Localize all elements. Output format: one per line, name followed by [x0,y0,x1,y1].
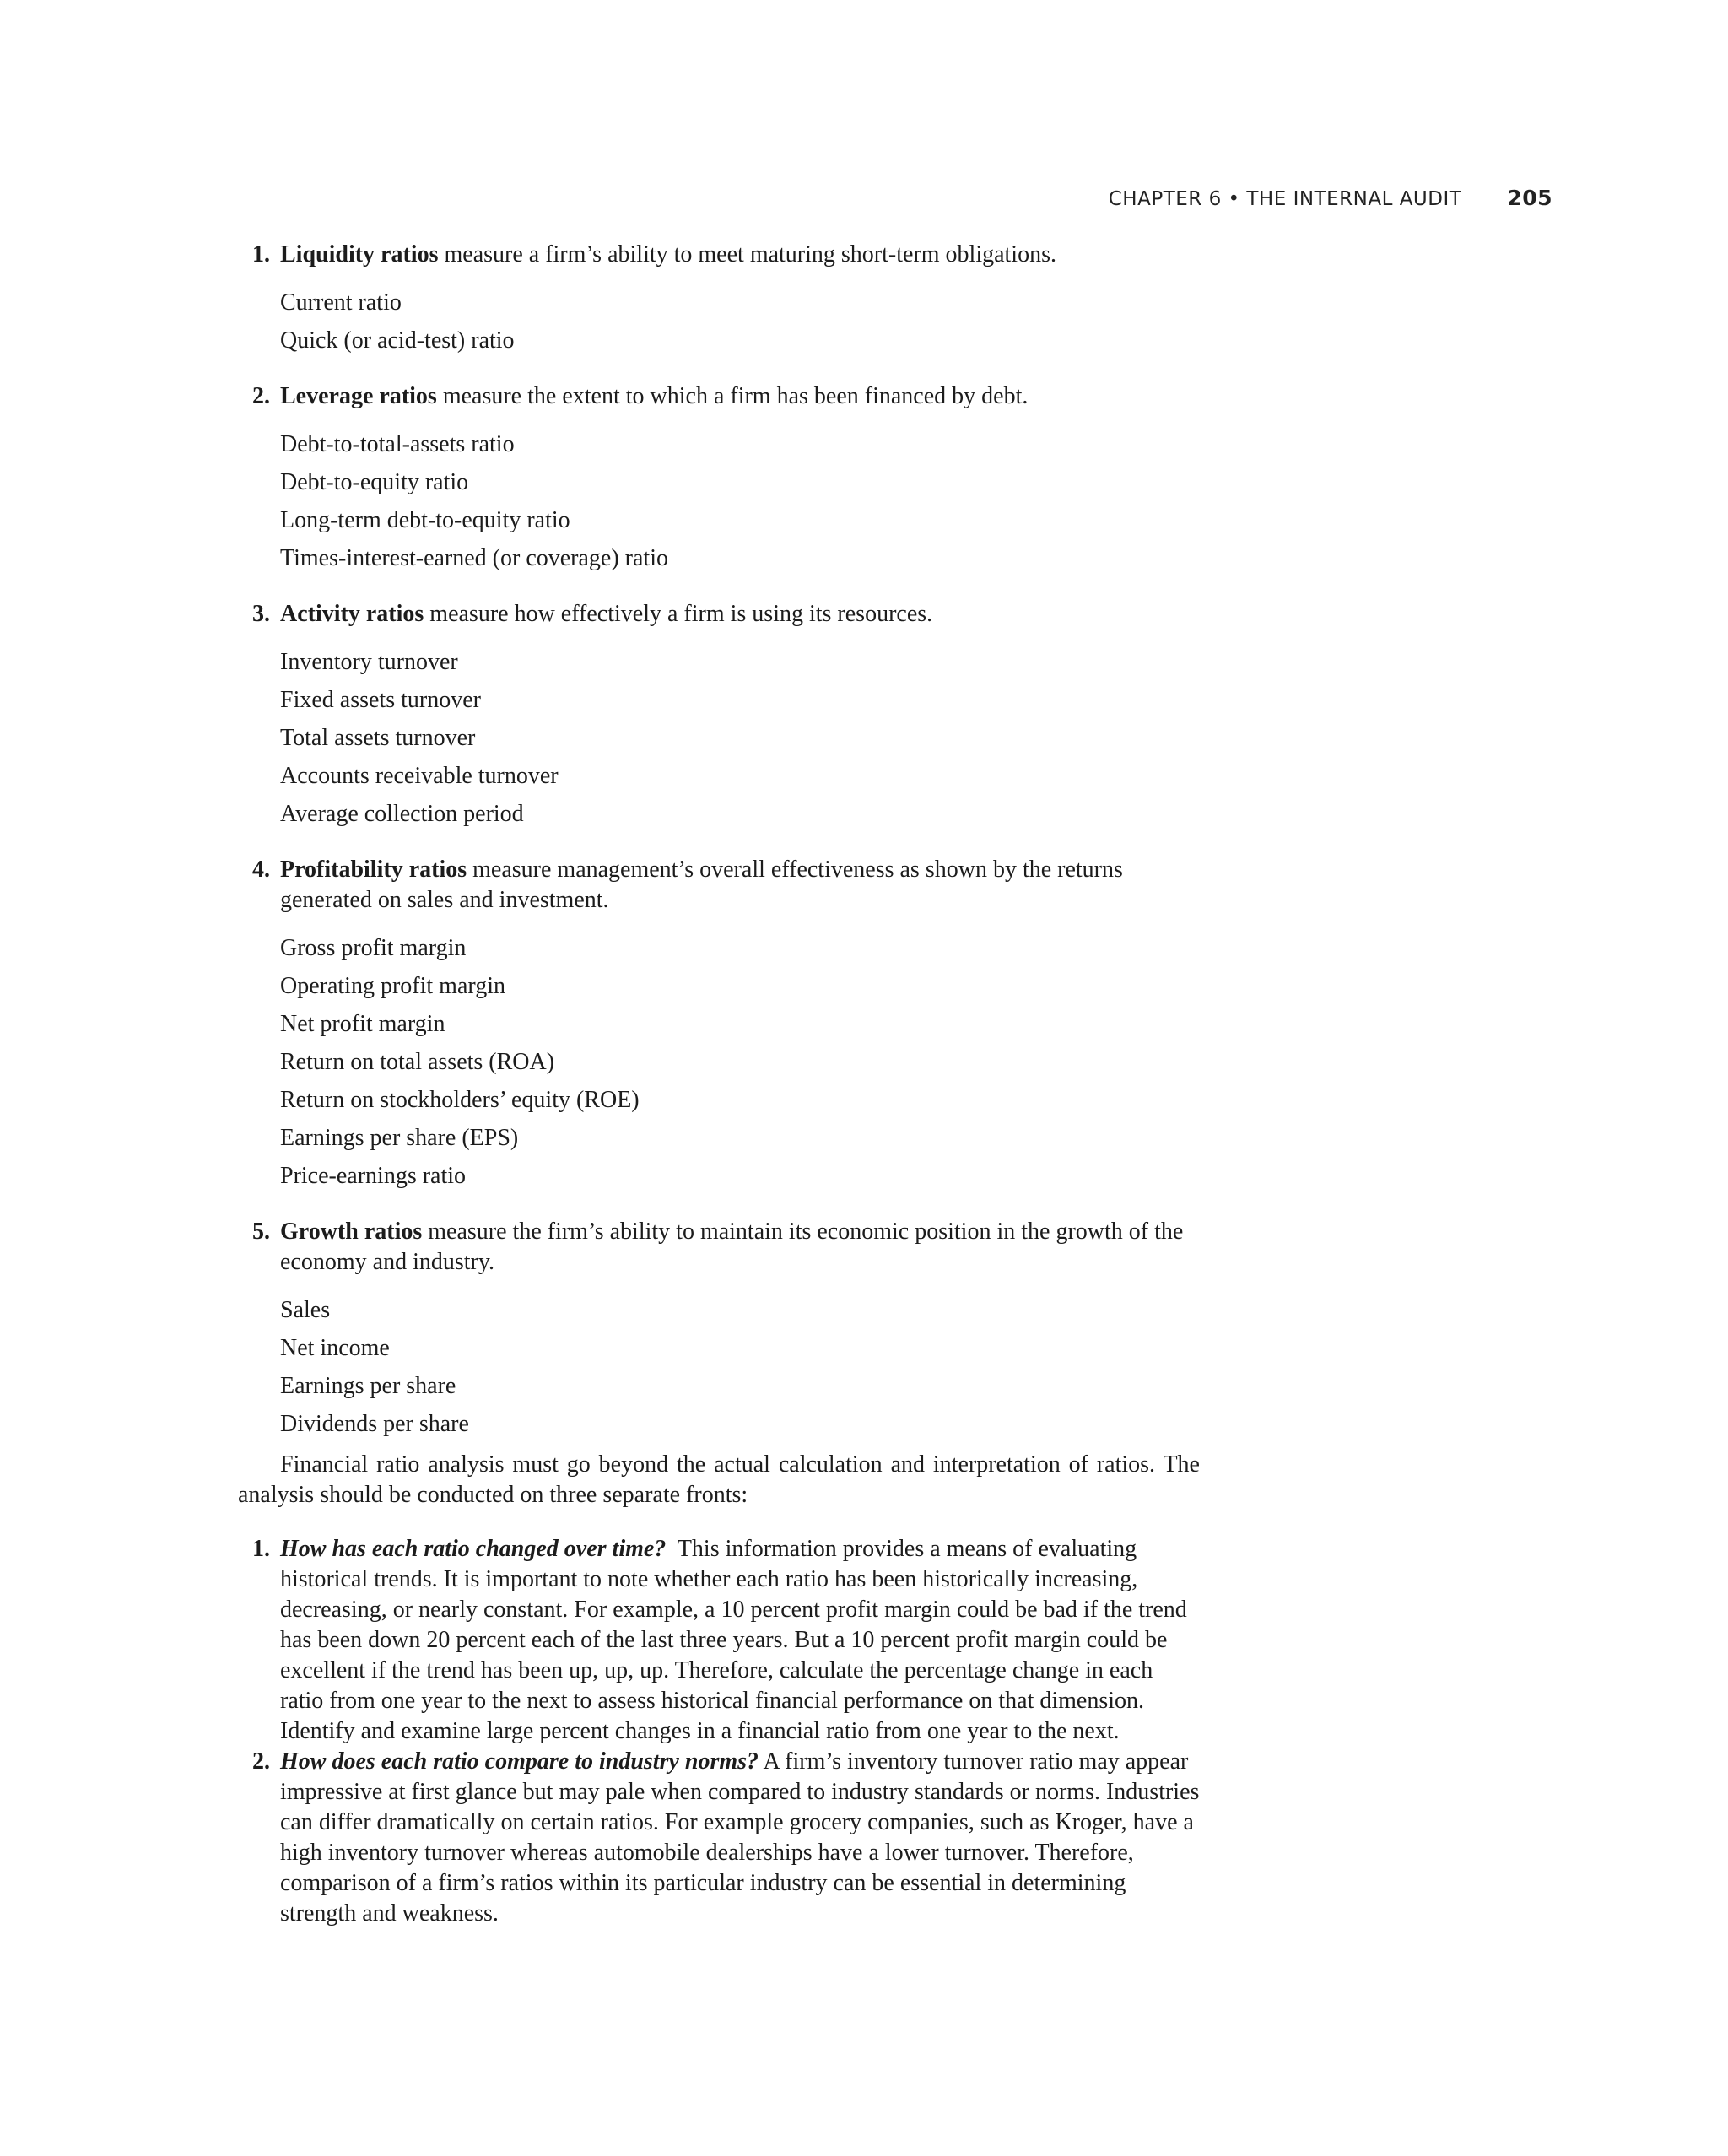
list-number: 1. [252,1536,270,1562]
list-number: 4. [252,856,270,883]
running-head [1109,186,1552,210]
list-item: Earnings per share (EPS) [280,1125,519,1151]
list-item: Inventory turnover [280,649,458,675]
ratio-group-liquidity [238,240,1200,359]
ratio-group-heading [238,1217,1200,1278]
question-body [280,1534,1200,1747]
list-item: Debt-to-equity ratio [280,469,469,495]
ratio-group-definition [280,240,1200,270]
ratio-description: measure how effectively a firm is using its resources. [424,601,933,627]
intro-paragraph: Financial ratio analysis must go beyond the actual calculation and interpretation of ratios. The analysis should be conducted on three separate fronts: [238,1451,1200,1508]
ratio-group-definition [280,1217,1200,1278]
list-item: Times-interest-earned (or coverage) ratio [280,545,668,571]
page-body [238,240,1200,1929]
list-item: Sales [280,1297,331,1323]
question-text: A firm’s inventory turnover ratio may appear impressive at first glance but may pale when compared to industry standards or norms. Industries can differ dramatically on certain ratios. For example grocery companies, such as Kroger, have a high inventory turnover whereas automobile dealerships have a lower turnover. Therefore, comparison of a firm’s ratios within its particular industry can be essential in determining strength and weakness. [280,1748,1200,1926]
analysis-question-item [238,1534,1200,1747]
list-item: Return on stockholders’ equity (ROE) [280,1087,640,1113]
list-item: Current ratio [280,289,402,316]
ratio-list [280,425,1200,577]
ratio-group-profitability [238,855,1200,1195]
list-item: Net income [280,1335,390,1361]
list-item: Dividends per share [280,1411,469,1437]
list-item: Earnings per share [280,1373,456,1399]
ratio-term: Activity ratios [280,601,424,627]
list-item: Price-earnings ratio [280,1163,467,1189]
ratio-group-activity [238,599,1200,833]
ratio-list [280,643,1200,833]
ratio-group-heading [238,381,1200,412]
list-number: 2. [252,383,270,409]
ratio-term: Profitability ratios [280,856,467,883]
ratio-description: measure the extent to which a firm has been financed by debt. [436,383,1029,409]
ratio-group-growth [238,1217,1200,1443]
ratio-term: Leverage ratios [280,383,437,409]
ratio-list [280,284,1200,359]
chapter-title: CHAPTER 6 • THE INTERNAL AUDIT [1108,188,1462,210]
list-number: 2. [252,1748,270,1775]
ratio-group-heading [238,855,1200,916]
ratio-description: measure a firm’s ability to meet maturing short-term obligations. [438,241,1056,267]
ratio-group-heading [238,240,1200,270]
list-item: Fixed assets turnover [280,687,481,713]
list-item: Average collection period [280,801,524,827]
ratio-group-leverage [238,381,1200,577]
page-number: 205 [1507,186,1552,210]
list-number: 3. [252,601,270,627]
list-number: 5. [252,1218,270,1245]
question-heading: How has each ratio changed over time? [280,1536,667,1562]
analysis-question-list [238,1534,1200,1929]
list-item: Net profit margin [280,1011,446,1037]
ratio-term: Growth ratios [280,1218,423,1245]
list-item: Long-term debt-to-equity ratio [280,507,570,533]
list-number: 1. [252,241,270,267]
question-heading: How does each ratio compare to industry norms? [280,1748,759,1775]
list-item: Quick (or acid-test) ratio [280,327,515,354]
list-item: Accounts receivable turnover [280,763,559,789]
list-item: Operating profit margin [280,973,505,999]
ratio-description: measure the firm’s ability to maintain its economic position in the growth of the economy and industry. [280,1218,1184,1275]
ratio-group-heading [238,599,1200,630]
list-item: Total assets turnover [280,725,476,751]
list-item: Debt-to-total-assets ratio [280,431,515,457]
analysis-question-item [238,1747,1200,1929]
ratio-group-definition [280,855,1200,916]
question-body [280,1747,1200,1929]
list-item: Gross profit margin [280,935,467,961]
ratio-group-definition [280,381,1200,412]
ratio-description: measure management’s overall effectiveness as shown by the returns generated on sales and investment. [280,856,1123,913]
question-text: This information provides a means of evaluating historical trends. It is important to note whether each ratio has been historically increasing, decreasing, or nearly constant. For example, a 10 percent profit margin could be bad if the trend has been down 20 percent each of the last three years. But a 10 percent profit margin could be excellent if the trend has been up, up, up. Therefore, calculate the percentage change in each ratio from one year to the next to assess historical financial performance on that dimension. Identify and examine large percent changes in a financial ratio from one year to the next. [280,1536,1193,1744]
ratio-term: Liquidity ratios [280,241,439,267]
list-item: Return on total assets (ROA) [280,1049,555,1075]
ratio-list [280,929,1200,1195]
ratio-group-definition [280,599,1200,630]
ratio-list [280,1291,1200,1443]
